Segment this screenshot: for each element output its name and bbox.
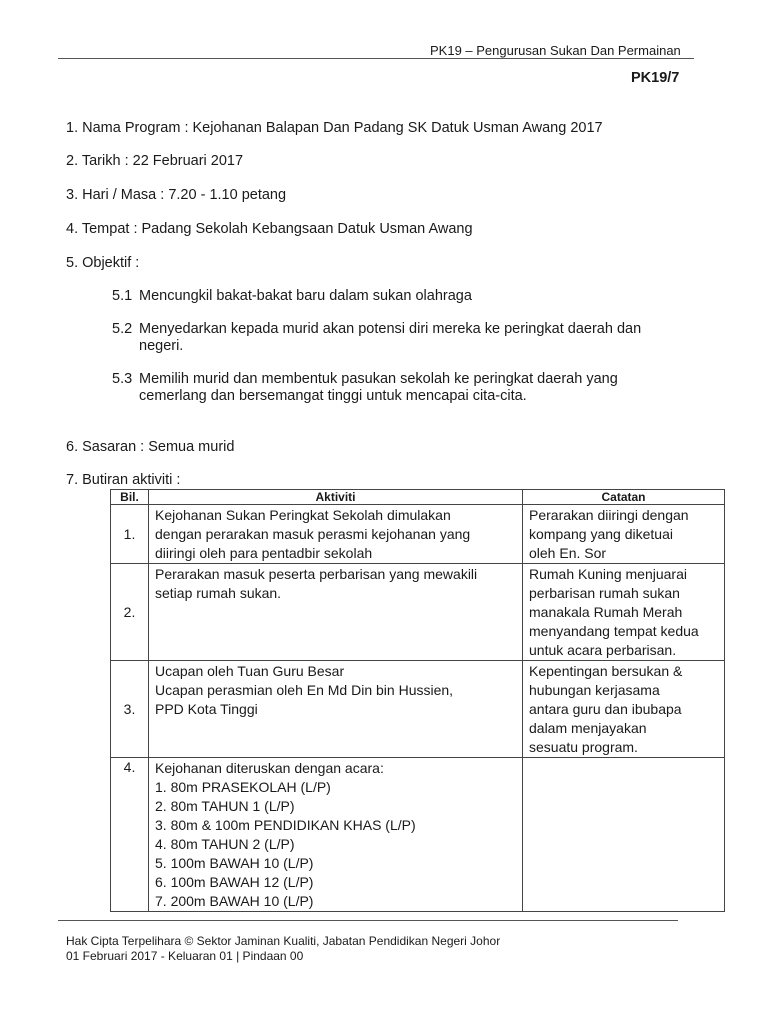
footer-copyright: Hak Cipta Terpelihara © Sektor Jaminan Kualiti, Jabatan Pendidikan Negeri Johor xyxy=(66,934,501,948)
row-number: 2. xyxy=(111,564,149,661)
objective-item xyxy=(112,321,641,354)
remark-cell xyxy=(523,758,725,912)
remark-line: kompang yang diketuai xyxy=(529,526,673,542)
field-tarikh: 2. Tarikh : 22 Februari 2017 xyxy=(66,153,244,169)
remark-cell xyxy=(523,564,725,661)
activity-line: 4. 80m TAHUN 2 (L/P) xyxy=(155,836,295,852)
remark-line: hubungan kerjasama xyxy=(529,682,660,698)
activity-line: 5. 100m BAWAH 10 (L/P) xyxy=(155,855,314,871)
table-header-row xyxy=(111,490,725,505)
activity-table xyxy=(110,489,725,912)
remark-line: perbarisan rumah sukan xyxy=(529,585,680,601)
field-butiran-aktiviti: 7. Butiran aktiviti : xyxy=(66,472,181,488)
document-code: PK19/7 xyxy=(631,70,680,86)
remark-line: untuk acara perbarisan. xyxy=(529,642,677,658)
objective-text: Memilih murid dan membentuk pasukan sekolah ke peringkat daerah yang xyxy=(139,371,618,387)
activity-line: Perarakan masuk peserta perbarisan yang mewakili xyxy=(155,566,478,582)
objective-number: 5.1 xyxy=(112,288,133,304)
activity-line: Kejohanan diteruskan dengan acara: xyxy=(155,760,384,776)
activity-line: dengan perarakan masuk perasmi kejohanan yang xyxy=(155,526,471,542)
table-row xyxy=(111,661,725,758)
table-row xyxy=(111,564,725,661)
activity-line: 1. 80m PRASEKOLAH (L/P) xyxy=(155,779,331,795)
remark-line: sesuatu program. xyxy=(529,739,638,755)
row-number: 1. xyxy=(111,505,149,564)
activity-cell xyxy=(149,505,523,564)
column-header-bil: Bil. xyxy=(111,490,149,505)
field-sasaran: 6. Sasaran : Semua murid xyxy=(66,439,235,455)
field-nama-program: 1. Nama Program : Kejohanan Balapan Dan Padang SK Datuk Usman Awang 2017 xyxy=(66,120,603,136)
remark-line: Kepentingan bersukan & xyxy=(529,663,683,679)
objective-item xyxy=(112,288,472,304)
activity-cell xyxy=(149,564,523,661)
objective-text-cont: cemerlang dan bersemangat tinggi untuk mencapai cita-cita. xyxy=(139,388,527,404)
objective-text: Mencungkil bakat-bakat baru dalam sukan olahraga xyxy=(139,288,472,304)
remark-line: manakala Rumah Merah xyxy=(529,604,683,620)
activity-line: Ucapan perasmian oleh En Md Din bin Hussien, xyxy=(155,682,454,698)
activity-line: 6. 100m BAWAH 12 (L/P) xyxy=(155,874,314,890)
column-header-aktiviti: Aktiviti xyxy=(149,490,523,505)
field-tempat: 4. Tempat : Padang Sekolah Kebangsaan Datuk Usman Awang xyxy=(66,221,473,237)
objective-text-cont: negeri. xyxy=(139,338,184,354)
field-hari-masa: 3. Hari / Masa : 7.20 - 1.10 petang xyxy=(66,187,287,203)
column-header-catatan: Catatan xyxy=(523,490,725,505)
activity-cell xyxy=(149,661,523,758)
running-header: PK19 – Pengurusan Sukan Dan Permainan xyxy=(430,43,681,58)
row-number: 3. xyxy=(111,661,149,758)
activity-line: diiringi oleh para pentadbir sekolah xyxy=(155,545,373,561)
activity-cell xyxy=(149,758,523,912)
row-number: 4. xyxy=(111,758,149,912)
remark-line: antara guru dan ibubapa xyxy=(529,701,682,717)
table-row xyxy=(111,505,725,564)
remark-cell xyxy=(523,661,725,758)
activity-line: 3. 80m & 100m PENDIDIKAN KHAS (L/P) xyxy=(155,817,416,833)
remark-line: oleh En. Sor xyxy=(529,545,607,561)
remark-line: Rumah Kuning menjuarai xyxy=(529,566,687,582)
activity-line: 7. 200m BAWAH 10 (L/P) xyxy=(155,893,314,909)
objective-item xyxy=(112,371,618,404)
remark-line: dalam menjayakan xyxy=(529,720,647,736)
footer-divider xyxy=(58,920,678,921)
activity-line: Ucapan oleh Tuan Guru Besar xyxy=(155,663,345,679)
remark-line: menyandang tempat kedua xyxy=(529,623,699,639)
objective-number: 5.2 xyxy=(112,321,133,337)
activity-line: PPD Kota Tinggi xyxy=(155,701,258,717)
header-divider xyxy=(58,58,694,59)
field-objektif: 5. Objektif : xyxy=(66,255,140,271)
activity-line: 2. 80m TAHUN 1 (L/P) xyxy=(155,798,295,814)
remark-cell xyxy=(523,505,725,564)
objective-number: 5.3 xyxy=(112,371,133,387)
activity-line: Kejohanan Sukan Peringkat Sekolah dimulakan xyxy=(155,507,451,523)
objective-text: Menyedarkan kepada murid akan potensi diri mereka ke peringkat daerah dan xyxy=(139,321,642,337)
footer-version: 01 Februari 2017 - Keluaran 01 | Pindaan 00 xyxy=(66,949,304,963)
table-row xyxy=(111,758,725,912)
remark-line: Perarakan diiringi dengan xyxy=(529,507,689,523)
activity-line: setiap rumah sukan. xyxy=(155,585,282,601)
